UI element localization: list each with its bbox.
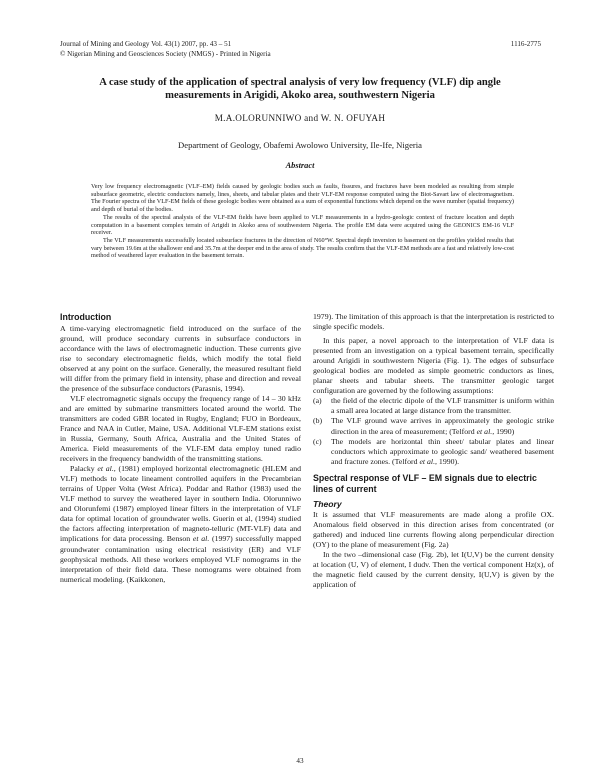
list-item	[313, 437, 554, 467]
left-column	[60, 312, 301, 585]
issn: 1116-2775	[510, 40, 541, 48]
intro-paragraph	[60, 464, 301, 585]
theory-paragraph: It is assumed that VLF measurements are made along a profile OX. Anomalous field observed in this direction arises from concentrated (or gathered) and induced line currents flowing along perpendicular direction (OY) to the plane of measurement (Fig. 2a)	[313, 509, 554, 549]
introduction-heading: Introduction	[60, 312, 112, 322]
authors: M.A.OLORUNNIWO and W. N. OFUYAH	[214, 113, 386, 123]
intro-paragraph: A time-varying electromagnetic field introduced on the surface of the ground, will produce secondary currents in subsurface conductors in accordance with the laws of electromagnetic induction. These currents give rise to secondary electromagnetic fields, which modify the total field observed at any point on the surface. Generally, the measured resultant field will differ from the primary field in intensity, phase and direction and reveal the presence of the subsurface conductors (Parasnis, 1994).	[60, 323, 301, 393]
theory-paragraph: In the two –dimensional case (Fig. 2b), let I(U,V) be the current density at location (U, V) of element, I dudv. Then the vertical component Hz(x), of the magnetic field caused by the current density, I(U,V) is given by the application of	[313, 549, 554, 590]
et-al: et al.	[97, 464, 114, 474]
list-text: the field of the electric dipole of the VLF transmitter is uniform within a small area located at large distance from the transmitter.	[331, 396, 554, 416]
list-item	[313, 416, 554, 436]
copyright-line: © Nigerian Mining and Geosciences Society (NMGS) - Printed in Nigeria	[60, 50, 271, 58]
theory-heading: Theory	[313, 498, 342, 509]
abstract-heading: Abstract	[285, 161, 315, 170]
abstract-paragraph: The results of the spectral analysis of the VLF-EM fields have been applied to VLF measurements in a hydro-geologic context of fracture location and depth computation in a basement complex terrain of Arigidi in Akoko area of southwestern Nigeria. The profile EM data were acquired using the GEONICS EM-16 VLF receiver.	[91, 213, 514, 237]
list-marker: (b)	[313, 416, 323, 426]
list-marker: (a)	[313, 396, 322, 406]
et-al: et al.	[419, 456, 436, 466]
body-paragraph: 1979). The limitation of this approach is that the interpretation is restricted to single specific models.	[313, 312, 554, 332]
et-al: et al.	[192, 534, 210, 544]
page-number: 43	[296, 757, 304, 765]
text-run: (1997) successfully mapped groundwater contamination using electrical resistivity (ER) and VLF geophysical methods. All these workers employed VLF nomograms in the interpretation of their field data. These nomograms were obtained from numerical modeling. (Kaikkonen,	[60, 534, 301, 584]
list-text: , 1990)	[492, 426, 515, 436]
section-heading: Spectral response of VLF – EM signals due to electric lines of current	[313, 472, 537, 495]
et-al: et al.	[476, 426, 493, 436]
text-run: Palacky	[70, 464, 98, 474]
body-paragraph: In this paper, a novel approach to the interpretation of VLF data is presented from an investigation on a typical basement terrain, specifically around Arigidi in southwestern Nigeria (Fig. 1). The edges of subsurface geological bodies are modeled as simple geometric conductors as lines, planar sheets and tabular sheets. The transmitter geologic target configuration are governed by the following assumptions:	[313, 336, 554, 396]
abstract-paragraph: The VLF measurements successfully located subsurface fractures in the direction of N60°W. Spectral depth inversion to basement on the profiles yielded results that vary between 19.6m at the shallower end and 35.7m at the deeper end in the area of study. The results confirm that the VLF-EM methods are a fast and relatively low-cost method of weathered layer evaluation in the basement terrain.	[91, 236, 514, 260]
right-column	[313, 312, 554, 590]
assumptions-list	[313, 396, 554, 466]
list-marker: (c)	[313, 436, 322, 446]
text-run: , (1981) employed horizontal electromagnetic (HLEM and VLF) methods to locate lineament controlled aquifers in the Precambrian terrains of Upper Volta (West Africa). Poddar and Rathor (1983) used the VLF method to survey the weathered layer in southern India. Olorunniwo and Olorunfemi (1987) employed linear filters in the interpretation of VLF data for optimal location of groundwater wells. Guerin et al, (1994) studied the factors affecting interpretation of magneto-telluric (MT-VLF) data and implications for data processing. Benson	[60, 464, 301, 544]
abstract-paragraph: Very low frequency electromagnetic (VLF–EM) fields caused by geologic bodies such as faults, fissures, and fractures have been modeled as resulting from simple subsurface geometric, electric conductors namely, lines, sheets, and tabular plates and their VLF-EM response computed using the Biot-Savart law of electromagnetism. The Fourier spectra of the VLF-EM fields of these geologic bodies were obtained as a sum of exponential functions which depend on the wave number (spatial frequency) and depth of burial of the bodies.	[91, 183, 514, 214]
affiliation: Department of Geology, Obafemi Awolowo University, Ile-Ife, Nigeria	[178, 140, 422, 150]
journal-citation: Journal of Mining and Geology Vol. 43(1) 2007, pp. 43 – 51	[60, 40, 232, 48]
list-item	[313, 396, 554, 416]
paper-title: A case study of the application of spectral analysis of very low frequency (VLF) dip angle measurements in Arigidi, Akoko area, southwestern Nigeria	[99, 77, 501, 101]
intro-paragraph: VLF electromagnetic signals occupy the frequency range of 14 – 30 kHz and are emitted by submarine transmitters located around the world. The transmitters are coded GBR located in Rugby, England; FUO in Bordeaux, France and NAA in Cutler, Maine, USA. Additional VLF-EM stations exist in Russia, Germany, South Africa, Australia and the United States of America. Field measurements of the VLF-EM data employ tuned radio receivers in the frequency bandwidth of the transmitting stations.	[60, 393, 301, 464]
list-text: The models are horizontal thin sheet/ tabular plates and linear conductors which approximate to geologic sand/ weathered basement and fracture zones. (Telford	[331, 436, 554, 466]
abstract-body	[91, 183, 514, 260]
list-text: , 1990).	[435, 456, 460, 466]
list-text: The VLF ground wave arrives in approximately the geologic strike direction in the area of measurement; (Telford	[331, 416, 554, 436]
